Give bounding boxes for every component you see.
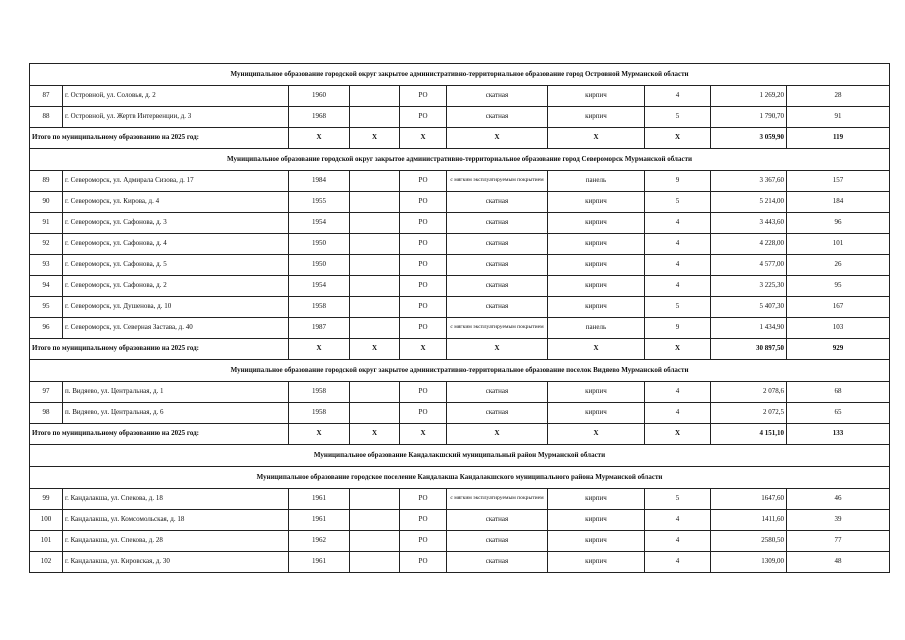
section-header-row	[30, 445, 890, 467]
row-empty-cell	[350, 276, 400, 297]
table-row	[30, 234, 890, 255]
row-empty-cell	[350, 86, 400, 107]
row-wall-material: панель	[548, 318, 645, 339]
row-fund-form: РО	[400, 107, 447, 128]
row-residents: 26	[787, 255, 890, 276]
row-fund-form: РО	[400, 531, 447, 552]
row-area: 2 078,6	[711, 382, 787, 403]
row-number: 96	[30, 318, 63, 339]
row-empty-cell	[350, 255, 400, 276]
row-address: г. Североморск, ул. Адмирала Сизова, д. 17	[63, 171, 289, 192]
table-row	[30, 255, 890, 276]
row-floors: 4	[645, 86, 711, 107]
row-year: 1961	[289, 489, 350, 510]
row-residents: 167	[787, 297, 890, 318]
row-fund-form: РО	[400, 192, 447, 213]
row-roof-type: скатная	[447, 531, 548, 552]
row-year: 1984	[289, 171, 350, 192]
table-row	[30, 382, 890, 403]
total-x-wall: Х	[548, 128, 645, 149]
row-number: 89	[30, 171, 63, 192]
row-year: 1968	[289, 107, 350, 128]
section-title: Муниципальное образование городской округ закрытое административно-территориальное образование поселок Видяево Мурманской области	[30, 360, 890, 382]
total-x-floors: Х	[645, 339, 711, 360]
row-roof-type: скатная	[447, 382, 548, 403]
row-area: 1309,00	[711, 552, 787, 573]
table-row	[30, 107, 890, 128]
row-wall-material: кирпич	[548, 552, 645, 573]
total-x-year: Х	[289, 128, 350, 149]
row-empty-cell	[350, 171, 400, 192]
row-year: 1958	[289, 382, 350, 403]
row-fund-form: РО	[400, 297, 447, 318]
row-wall-material: кирпич	[548, 510, 645, 531]
row-year: 1955	[289, 192, 350, 213]
row-residents: 68	[787, 382, 890, 403]
total-row	[30, 128, 890, 149]
row-empty-cell	[350, 531, 400, 552]
total-label: Итого по муниципальному образованию на 2025 год:	[30, 128, 289, 149]
table-row	[30, 297, 890, 318]
row-fund-form: РО	[400, 510, 447, 531]
row-floors: 5	[645, 297, 711, 318]
section-title: Муниципальное образование Кандалакшский муниципальный район Мурманской области	[30, 445, 890, 467]
row-address: г. Североморск, ул. Сафонова, д. 4	[63, 234, 289, 255]
row-area: 3 443,60	[711, 213, 787, 234]
row-area: 2 072,5	[711, 403, 787, 424]
total-x-form: Х	[400, 424, 447, 445]
row-number: 91	[30, 213, 63, 234]
row-empty-cell	[350, 382, 400, 403]
row-roof-type: скатная	[447, 403, 548, 424]
table-row	[30, 276, 890, 297]
row-number: 99	[30, 489, 63, 510]
row-roof-type: с мягким эксплуатируемым покрытием	[447, 318, 548, 339]
row-floors: 4	[645, 531, 711, 552]
row-residents: 46	[787, 489, 890, 510]
table-row	[30, 489, 890, 510]
row-roof-type: с мягким эксплуатируемым покрытием	[447, 489, 548, 510]
total-x-year: Х	[289, 424, 350, 445]
row-area: 1411,60	[711, 510, 787, 531]
row-empty-cell	[350, 192, 400, 213]
row-year: 1954	[289, 276, 350, 297]
row-empty-cell	[350, 510, 400, 531]
row-fund-form: РО	[400, 552, 447, 573]
row-residents: 103	[787, 318, 890, 339]
row-fund-form: РО	[400, 382, 447, 403]
total-x-form: Х	[400, 128, 447, 149]
total-x-blank: Х	[350, 339, 400, 360]
row-number: 98	[30, 403, 63, 424]
row-residents: 101	[787, 234, 890, 255]
row-number: 90	[30, 192, 63, 213]
row-address: г. Кандалакша, ул. Кировская, д. 30	[63, 552, 289, 573]
housing-register-table	[29, 63, 890, 573]
row-fund-form: РО	[400, 255, 447, 276]
row-address: г. Островной, ул. Соловья, д. 2	[63, 86, 289, 107]
row-residents: 48	[787, 552, 890, 573]
row-roof-type: скатная	[447, 86, 548, 107]
total-area: 30 897,50	[711, 339, 787, 360]
table-row	[30, 213, 890, 234]
row-address: г. Североморск, ул. Сафонова, д. 5	[63, 255, 289, 276]
row-floors: 4	[645, 552, 711, 573]
table-row	[30, 192, 890, 213]
row-number: 93	[30, 255, 63, 276]
row-wall-material: кирпич	[548, 297, 645, 318]
row-floors: 4	[645, 213, 711, 234]
row-roof-type: скатная	[447, 255, 548, 276]
table-row	[30, 510, 890, 531]
row-residents: 39	[787, 510, 890, 531]
row-area: 1 434,90	[711, 318, 787, 339]
total-people: 119	[787, 128, 890, 149]
row-empty-cell	[350, 318, 400, 339]
row-empty-cell	[350, 552, 400, 573]
total-x-blank: Х	[350, 424, 400, 445]
row-address: г. Североморск, ул. Сафонова, д. 2	[63, 276, 289, 297]
row-empty-cell	[350, 403, 400, 424]
row-floors: 5	[645, 107, 711, 128]
row-area: 1 790,70	[711, 107, 787, 128]
row-number: 95	[30, 297, 63, 318]
row-floors: 9	[645, 318, 711, 339]
row-residents: 91	[787, 107, 890, 128]
row-wall-material: кирпич	[548, 403, 645, 424]
total-x-roof: Х	[447, 128, 548, 149]
total-x-floors: Х	[645, 424, 711, 445]
row-year: 1960	[289, 86, 350, 107]
total-x-blank: Х	[350, 128, 400, 149]
row-number: 87	[30, 86, 63, 107]
row-empty-cell	[350, 234, 400, 255]
row-wall-material: кирпич	[548, 192, 645, 213]
row-year: 1961	[289, 510, 350, 531]
row-address: г. Североморск, ул. Душенова, д. 10	[63, 297, 289, 318]
table-row	[30, 552, 890, 573]
total-label: Итого по муниципальному образованию на 2025 год:	[30, 424, 289, 445]
row-fund-form: РО	[400, 171, 447, 192]
row-address: г. Кандалакша, ул. Спекова, д. 18	[63, 489, 289, 510]
row-year: 1987	[289, 318, 350, 339]
row-wall-material: кирпич	[548, 86, 645, 107]
row-address: г. Североморск, ул. Сафонова, д. 3	[63, 213, 289, 234]
table-body	[30, 64, 890, 573]
total-x-year: Х	[289, 339, 350, 360]
row-empty-cell	[350, 107, 400, 128]
total-x-wall: Х	[548, 424, 645, 445]
total-area: 3 059,90	[711, 128, 787, 149]
row-address: г. Кандалакша, ул. Комсомольская, д. 18	[63, 510, 289, 531]
table-row	[30, 171, 890, 192]
total-label: Итого по муниципальному образованию на 2025 год:	[30, 339, 289, 360]
row-residents: 65	[787, 403, 890, 424]
row-year: 1958	[289, 403, 350, 424]
row-floors: 4	[645, 382, 711, 403]
row-year: 1950	[289, 255, 350, 276]
row-fund-form: РО	[400, 234, 447, 255]
total-x-roof: Х	[447, 424, 548, 445]
row-roof-type: скатная	[447, 510, 548, 531]
table-row	[30, 403, 890, 424]
row-area: 4 577,00	[711, 255, 787, 276]
row-wall-material: панель	[548, 171, 645, 192]
row-area: 5 214,00	[711, 192, 787, 213]
row-fund-form: РО	[400, 489, 447, 510]
row-year: 1961	[289, 552, 350, 573]
row-number: 88	[30, 107, 63, 128]
row-residents: 77	[787, 531, 890, 552]
row-address: г. Североморск, ул. Кирова, д. 4	[63, 192, 289, 213]
row-year: 1950	[289, 234, 350, 255]
row-wall-material: кирпич	[548, 255, 645, 276]
row-residents: 95	[787, 276, 890, 297]
row-number: 100	[30, 510, 63, 531]
row-residents: 28	[787, 86, 890, 107]
row-area: 1647,60	[711, 489, 787, 510]
total-x-wall: Х	[548, 339, 645, 360]
row-roof-type: скатная	[447, 297, 548, 318]
row-area: 2580,50	[711, 531, 787, 552]
total-area: 4 151,10	[711, 424, 787, 445]
row-address: г. Кандалакша, ул. Спекова, д. 28	[63, 531, 289, 552]
row-roof-type: скатная	[447, 234, 548, 255]
row-wall-material: кирпич	[548, 107, 645, 128]
row-roof-type: скатная	[447, 107, 548, 128]
row-address: г. Островной, ул. Жертв Интервенции, д. 3	[63, 107, 289, 128]
row-wall-material: кирпич	[548, 234, 645, 255]
section-header-row	[30, 360, 890, 382]
section-title: Муниципальное образование городской округ закрытое административно-территориальное образование город Островной Мурманской области	[30, 64, 890, 86]
row-residents: 157	[787, 171, 890, 192]
row-wall-material: кирпич	[548, 531, 645, 552]
total-people: 133	[787, 424, 890, 445]
row-residents: 184	[787, 192, 890, 213]
row-wall-material: кирпич	[548, 213, 645, 234]
row-number: 94	[30, 276, 63, 297]
row-roof-type: с мягким эксплуатируемым покрытием	[447, 171, 548, 192]
table-row	[30, 86, 890, 107]
row-roof-type: скатная	[447, 192, 548, 213]
row-floors: 4	[645, 255, 711, 276]
row-area: 3 225,30	[711, 276, 787, 297]
row-empty-cell	[350, 297, 400, 318]
row-floors: 4	[645, 234, 711, 255]
row-wall-material: кирпич	[548, 489, 645, 510]
row-area: 5 407,30	[711, 297, 787, 318]
row-empty-cell	[350, 489, 400, 510]
row-fund-form: РО	[400, 213, 447, 234]
row-area: 4 228,00	[711, 234, 787, 255]
row-floors: 5	[645, 489, 711, 510]
row-residents: 96	[787, 213, 890, 234]
row-roof-type: скатная	[447, 276, 548, 297]
total-people: 929	[787, 339, 890, 360]
section-header-row	[30, 64, 890, 86]
row-number: 102	[30, 552, 63, 573]
row-floors: 9	[645, 171, 711, 192]
row-fund-form: РО	[400, 86, 447, 107]
row-wall-material: кирпич	[548, 276, 645, 297]
row-area: 1 269,20	[711, 86, 787, 107]
row-number: 101	[30, 531, 63, 552]
row-fund-form: РО	[400, 276, 447, 297]
section-title: Муниципальное образование городское поселение Кандалакша Кандалакшского муниципального района Мурманской области	[30, 467, 890, 489]
total-x-floors: Х	[645, 128, 711, 149]
total-x-form: Х	[400, 339, 447, 360]
row-number: 97	[30, 382, 63, 403]
row-empty-cell	[350, 213, 400, 234]
row-address: п. Видяево, ул. Центральная, д. 6	[63, 403, 289, 424]
row-address: п. Видяево, ул. Центральная, д. 1	[63, 382, 289, 403]
row-floors: 4	[645, 510, 711, 531]
row-address: г. Североморск, ул. Северная Застава, д. 40	[63, 318, 289, 339]
total-row	[30, 424, 890, 445]
row-roof-type: скатная	[447, 552, 548, 573]
table-row	[30, 531, 890, 552]
row-fund-form: РО	[400, 403, 447, 424]
row-floors: 4	[645, 403, 711, 424]
row-fund-form: РО	[400, 318, 447, 339]
row-floors: 4	[645, 276, 711, 297]
section-header-row	[30, 467, 890, 489]
table-row	[30, 318, 890, 339]
row-area: 3 367,60	[711, 171, 787, 192]
row-roof-type: скатная	[447, 213, 548, 234]
total-x-roof: Х	[447, 339, 548, 360]
row-floors: 5	[645, 192, 711, 213]
row-number: 92	[30, 234, 63, 255]
section-title: Муниципальное образование городской округ закрытое административно-территориальное образование город Североморск Мурманской области	[30, 149, 890, 171]
section-header-row	[30, 149, 890, 171]
row-year: 1962	[289, 531, 350, 552]
row-year: 1954	[289, 213, 350, 234]
row-year: 1958	[289, 297, 350, 318]
row-wall-material: кирпич	[548, 382, 645, 403]
total-row	[30, 339, 890, 360]
